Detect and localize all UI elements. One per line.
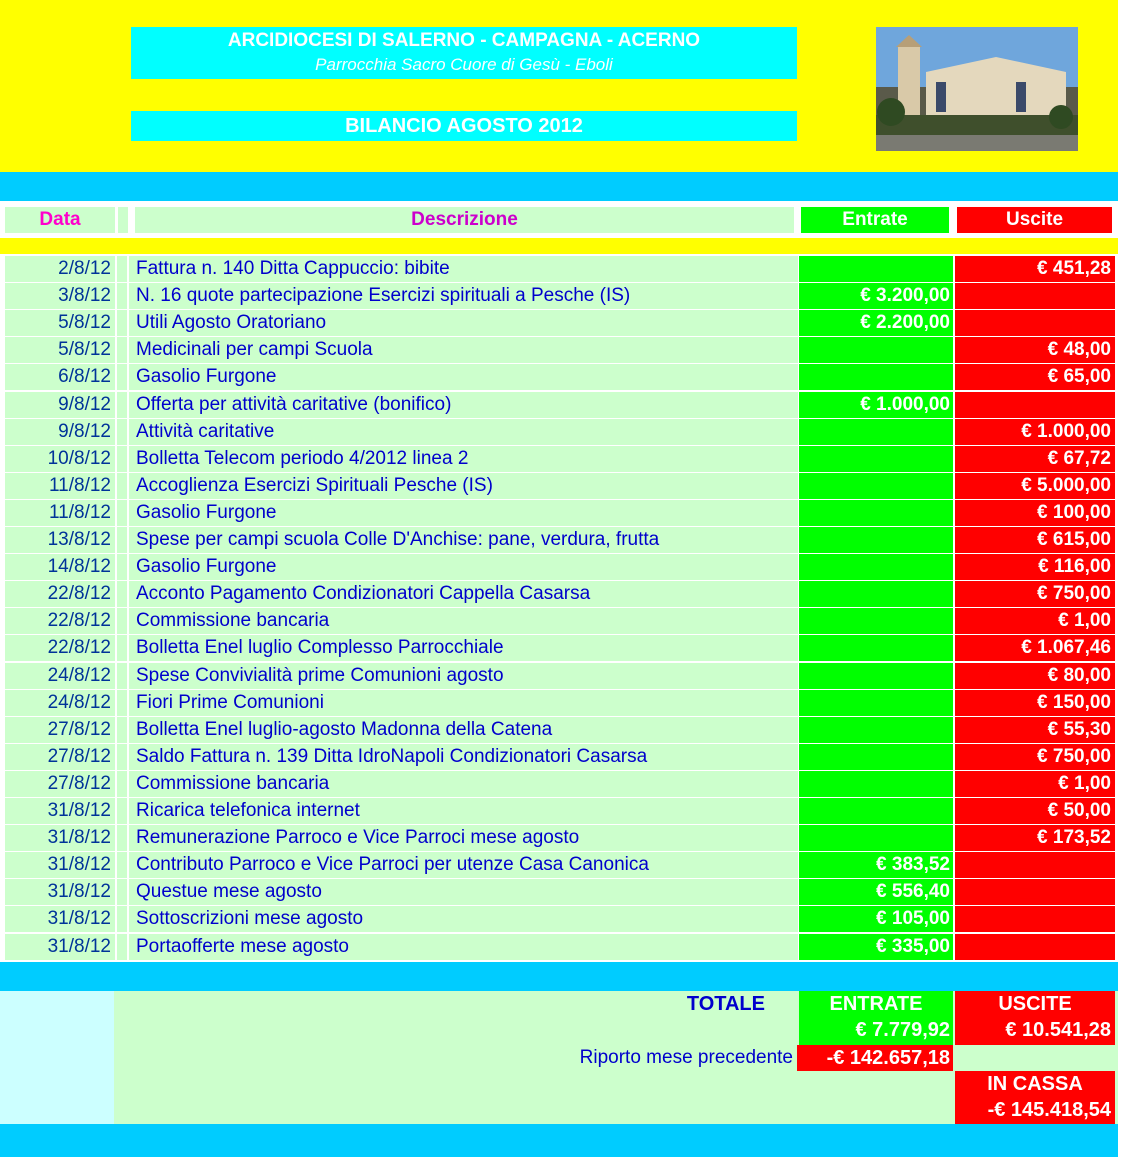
row-expense: € 5.000,00 xyxy=(955,473,1115,499)
row-date: 31/8/12 xyxy=(5,934,115,960)
row-gap xyxy=(117,419,127,445)
row-gap xyxy=(117,852,127,878)
row-income xyxy=(799,364,953,390)
row-gap xyxy=(117,717,127,743)
table-row xyxy=(5,446,1115,472)
table-row xyxy=(5,392,1115,418)
table-row xyxy=(5,337,1115,363)
row-gap xyxy=(117,635,127,661)
row-gap xyxy=(117,392,127,418)
carry-over-label: Riporto mese precedente xyxy=(579,1047,793,1068)
table-row xyxy=(5,419,1115,445)
row-expense: € 750,00 xyxy=(955,744,1115,770)
row-description: Utili Agosto Oratoriano xyxy=(129,310,798,336)
table-row xyxy=(5,798,1115,824)
row-expense xyxy=(955,879,1115,905)
table-row xyxy=(5,500,1115,526)
church-photo xyxy=(876,27,1078,151)
row-date: 14/8/12 xyxy=(5,554,115,580)
row-date: 11/8/12 xyxy=(5,473,115,499)
row-description: Gasolio Furgone xyxy=(129,500,798,526)
table-row xyxy=(5,635,1115,661)
cash-box xyxy=(955,1071,1115,1124)
col-header-out-label: Uscite xyxy=(1005,209,1064,230)
row-description: Bolletta Telecom periodo 4/2012 linea 2 xyxy=(129,446,798,472)
row-income xyxy=(799,717,953,743)
table-row xyxy=(5,906,1115,932)
row-description: Commissione bancaria xyxy=(129,608,798,634)
row-description: Sottoscrizioni mese agosto xyxy=(129,906,798,932)
row-gap xyxy=(117,934,127,960)
row-description: Spese per campi scuola Colle D'Anchise: pane, verdura, frutta xyxy=(129,527,798,553)
row-income xyxy=(799,337,953,363)
row-expense: € 750,00 xyxy=(955,581,1115,607)
row-date: 10/8/12 xyxy=(5,446,115,472)
total-out-box xyxy=(955,991,1115,1045)
row-income xyxy=(799,663,953,689)
row-gap xyxy=(117,879,127,905)
row-date: 27/8/12 xyxy=(5,771,115,797)
row-description: Bolletta Enel luglio-agosto Madonna della Catena xyxy=(129,717,798,743)
row-description: Accoglienza Esercizi Spirituali Pesche (IS) xyxy=(129,473,798,499)
row-expense: € 1,00 xyxy=(955,771,1115,797)
table-row xyxy=(5,581,1115,607)
total-label: TOTALE xyxy=(686,993,765,1015)
row-gap xyxy=(117,690,127,716)
row-income: € 556,40 xyxy=(799,879,953,905)
row-gap xyxy=(117,256,127,282)
table-row xyxy=(5,608,1115,634)
row-expense: € 65,00 xyxy=(955,364,1115,390)
row-date: 31/8/12 xyxy=(5,825,115,851)
row-date: 13/8/12 xyxy=(5,527,115,553)
row-gap xyxy=(117,554,127,580)
total-in-label: ENTRATE xyxy=(829,993,923,1015)
row-gap xyxy=(117,283,127,309)
row-date: 11/8/12 xyxy=(5,500,115,526)
row-income xyxy=(799,608,953,634)
table-row xyxy=(5,473,1115,499)
row-description: Acconto Pagamento Condizionatori Cappella Casarsa xyxy=(129,581,798,607)
row-date: 24/8/12 xyxy=(5,663,115,689)
total-out-value: € 10.541,28 xyxy=(1005,1019,1111,1041)
row-date: 22/8/12 xyxy=(5,581,115,607)
row-description: Spese Convivialità prime Comunioni agosto xyxy=(129,663,798,689)
carry-over-value: -€ 142.657,18 xyxy=(797,1045,953,1071)
diocese-title: ARCIDIOCESI DI SALERNO - CAMPAGNA - ACERNO xyxy=(227,30,701,51)
row-description: N. 16 quote partecipazione Esercizi spirituali a Pesche (IS) xyxy=(129,283,798,309)
table-row xyxy=(5,771,1115,797)
table-row xyxy=(5,283,1115,309)
total-in-value: € 7.779,92 xyxy=(855,1019,950,1041)
row-income xyxy=(799,635,953,661)
table-row xyxy=(5,934,1115,960)
row-description: Offerta per attività caritative (bonifico) xyxy=(129,392,798,418)
row-description: Ricarica telefonica internet xyxy=(129,798,798,824)
row-description: Contributo Parroco e Vice Parroci per utenze Casa Canonica xyxy=(129,852,798,878)
report-title: BILANCIO AGOSTO 2012 xyxy=(131,111,797,141)
row-income xyxy=(799,500,953,526)
row-date: 5/8/12 xyxy=(5,310,115,336)
row-income: € 2.200,00 xyxy=(799,310,953,336)
row-expense: € 116,00 xyxy=(955,554,1115,580)
row-gap xyxy=(117,364,127,390)
row-date: 22/8/12 xyxy=(5,608,115,634)
total-in-box xyxy=(799,991,953,1045)
row-income: € 3.200,00 xyxy=(799,283,953,309)
cash-label: IN CASSA xyxy=(987,1073,1083,1095)
row-expense xyxy=(955,934,1115,960)
row-date: 5/8/12 xyxy=(5,337,115,363)
row-description: Remunerazione Parroco e Vice Parroci mese agosto xyxy=(129,825,798,851)
row-date: 22/8/12 xyxy=(5,635,115,661)
table-row xyxy=(5,527,1115,553)
table-row xyxy=(5,256,1115,282)
header-banner xyxy=(0,0,1118,172)
bottom-separator-band xyxy=(0,962,1118,991)
col-header-in xyxy=(801,207,949,233)
table-row xyxy=(5,690,1115,716)
row-expense: € 615,00 xyxy=(955,527,1115,553)
row-expense: € 80,00 xyxy=(955,663,1115,689)
table-row xyxy=(5,663,1115,689)
row-gap xyxy=(117,446,127,472)
row-income xyxy=(799,825,953,851)
row-income xyxy=(799,771,953,797)
row-description: Portaofferte mese agosto xyxy=(129,934,798,960)
col-header-desc-label: Descrizione xyxy=(411,209,518,230)
separator-band xyxy=(0,172,1118,201)
row-expense xyxy=(955,310,1115,336)
row-expense xyxy=(955,906,1115,932)
row-income xyxy=(799,798,953,824)
row-income xyxy=(799,473,953,499)
row-expense: € 50,00 xyxy=(955,798,1115,824)
row-description: Fiori Prime Comunioni xyxy=(129,690,798,716)
col-header-date-label: Data xyxy=(39,209,81,230)
row-description: Medicinali per campi Scuola xyxy=(129,337,798,363)
footer-band xyxy=(0,1124,1118,1157)
row-income xyxy=(799,446,953,472)
table-row xyxy=(5,310,1115,336)
row-gap xyxy=(117,771,127,797)
row-gap xyxy=(117,798,127,824)
row-gap xyxy=(117,663,127,689)
row-expense: € 100,00 xyxy=(955,500,1115,526)
table-row xyxy=(5,744,1115,770)
row-description: Fattura n. 140 Ditta Cappuccio: bibite xyxy=(129,256,798,282)
row-date: 31/8/12 xyxy=(5,798,115,824)
row-description: Saldo Fattura n. 139 Ditta IdroNapoli Condizionatori Casarsa xyxy=(129,744,798,770)
table-row xyxy=(5,825,1115,851)
row-income: € 383,52 xyxy=(799,852,953,878)
row-gap xyxy=(117,581,127,607)
row-expense: € 1,00 xyxy=(955,608,1115,634)
row-date: 31/8/12 xyxy=(5,906,115,932)
row-income xyxy=(799,690,953,716)
row-expense: € 150,00 xyxy=(955,690,1115,716)
row-income xyxy=(799,581,953,607)
row-description: Gasolio Furgone xyxy=(129,364,798,390)
totals-left-spacer xyxy=(0,991,114,1124)
row-expense: € 1.000,00 xyxy=(955,419,1115,445)
row-income xyxy=(799,527,953,553)
row-description: Gasolio Furgone xyxy=(129,554,798,580)
row-expense: € 173,52 xyxy=(955,825,1115,851)
row-gap xyxy=(117,825,127,851)
row-expense xyxy=(955,392,1115,418)
row-income: € 1.000,00 xyxy=(799,392,953,418)
row-date: 31/8/12 xyxy=(5,852,115,878)
row-income: € 335,00 xyxy=(799,934,953,960)
row-expense: € 48,00 xyxy=(955,337,1115,363)
row-expense: € 451,28 xyxy=(955,256,1115,282)
row-date: 27/8/12 xyxy=(5,744,115,770)
row-date: 9/8/12 xyxy=(5,392,115,418)
col-header-in-label: Entrate xyxy=(842,209,908,230)
row-gap xyxy=(117,744,127,770)
row-date: 6/8/12 xyxy=(5,364,115,390)
table-row xyxy=(5,554,1115,580)
row-gap xyxy=(117,906,127,932)
row-date: 2/8/12 xyxy=(5,256,115,282)
table-row xyxy=(5,364,1115,390)
row-gap xyxy=(117,310,127,336)
row-income xyxy=(799,419,953,445)
row-gap xyxy=(117,608,127,634)
row-income xyxy=(799,744,953,770)
row-description: Bolletta Enel luglio Complesso Parrocchiale xyxy=(129,635,798,661)
church-photo-image xyxy=(876,27,1078,151)
row-income: € 105,00 xyxy=(799,906,953,932)
row-date: 24/8/12 xyxy=(5,690,115,716)
row-expense: € 55,30 xyxy=(955,717,1115,743)
row-expense: € 1.067,46 xyxy=(955,635,1115,661)
table-row xyxy=(5,717,1115,743)
row-date: 3/8/12 xyxy=(5,283,115,309)
row-description: Attività caritative xyxy=(129,419,798,445)
diocese-box xyxy=(131,27,797,79)
cash-value: -€ 145.418,54 xyxy=(987,1099,1111,1121)
row-income xyxy=(799,256,953,282)
col-header-gap xyxy=(118,207,128,233)
row-expense xyxy=(955,283,1115,309)
col-header-date xyxy=(5,207,115,233)
row-gap xyxy=(117,500,127,526)
table-row xyxy=(5,852,1115,878)
row-expense xyxy=(955,852,1115,878)
yellow-strip xyxy=(0,238,1118,254)
row-description: Questue mese agosto xyxy=(129,879,798,905)
col-header-out xyxy=(957,207,1112,233)
row-gap xyxy=(117,473,127,499)
row-expense: € 67,72 xyxy=(955,446,1115,472)
table-row xyxy=(5,879,1115,905)
row-gap xyxy=(117,337,127,363)
row-description: Commissione bancaria xyxy=(129,771,798,797)
row-date: 9/8/12 xyxy=(5,419,115,445)
row-date: 27/8/12 xyxy=(5,717,115,743)
row-date: 31/8/12 xyxy=(5,879,115,905)
parish-subtitle: Parrocchia Sacro Cuore di Gesù - Eboli xyxy=(315,55,613,74)
col-header-desc xyxy=(135,207,794,233)
row-gap xyxy=(117,527,127,553)
row-income xyxy=(799,554,953,580)
total-out-label: USCITE xyxy=(998,993,1072,1015)
